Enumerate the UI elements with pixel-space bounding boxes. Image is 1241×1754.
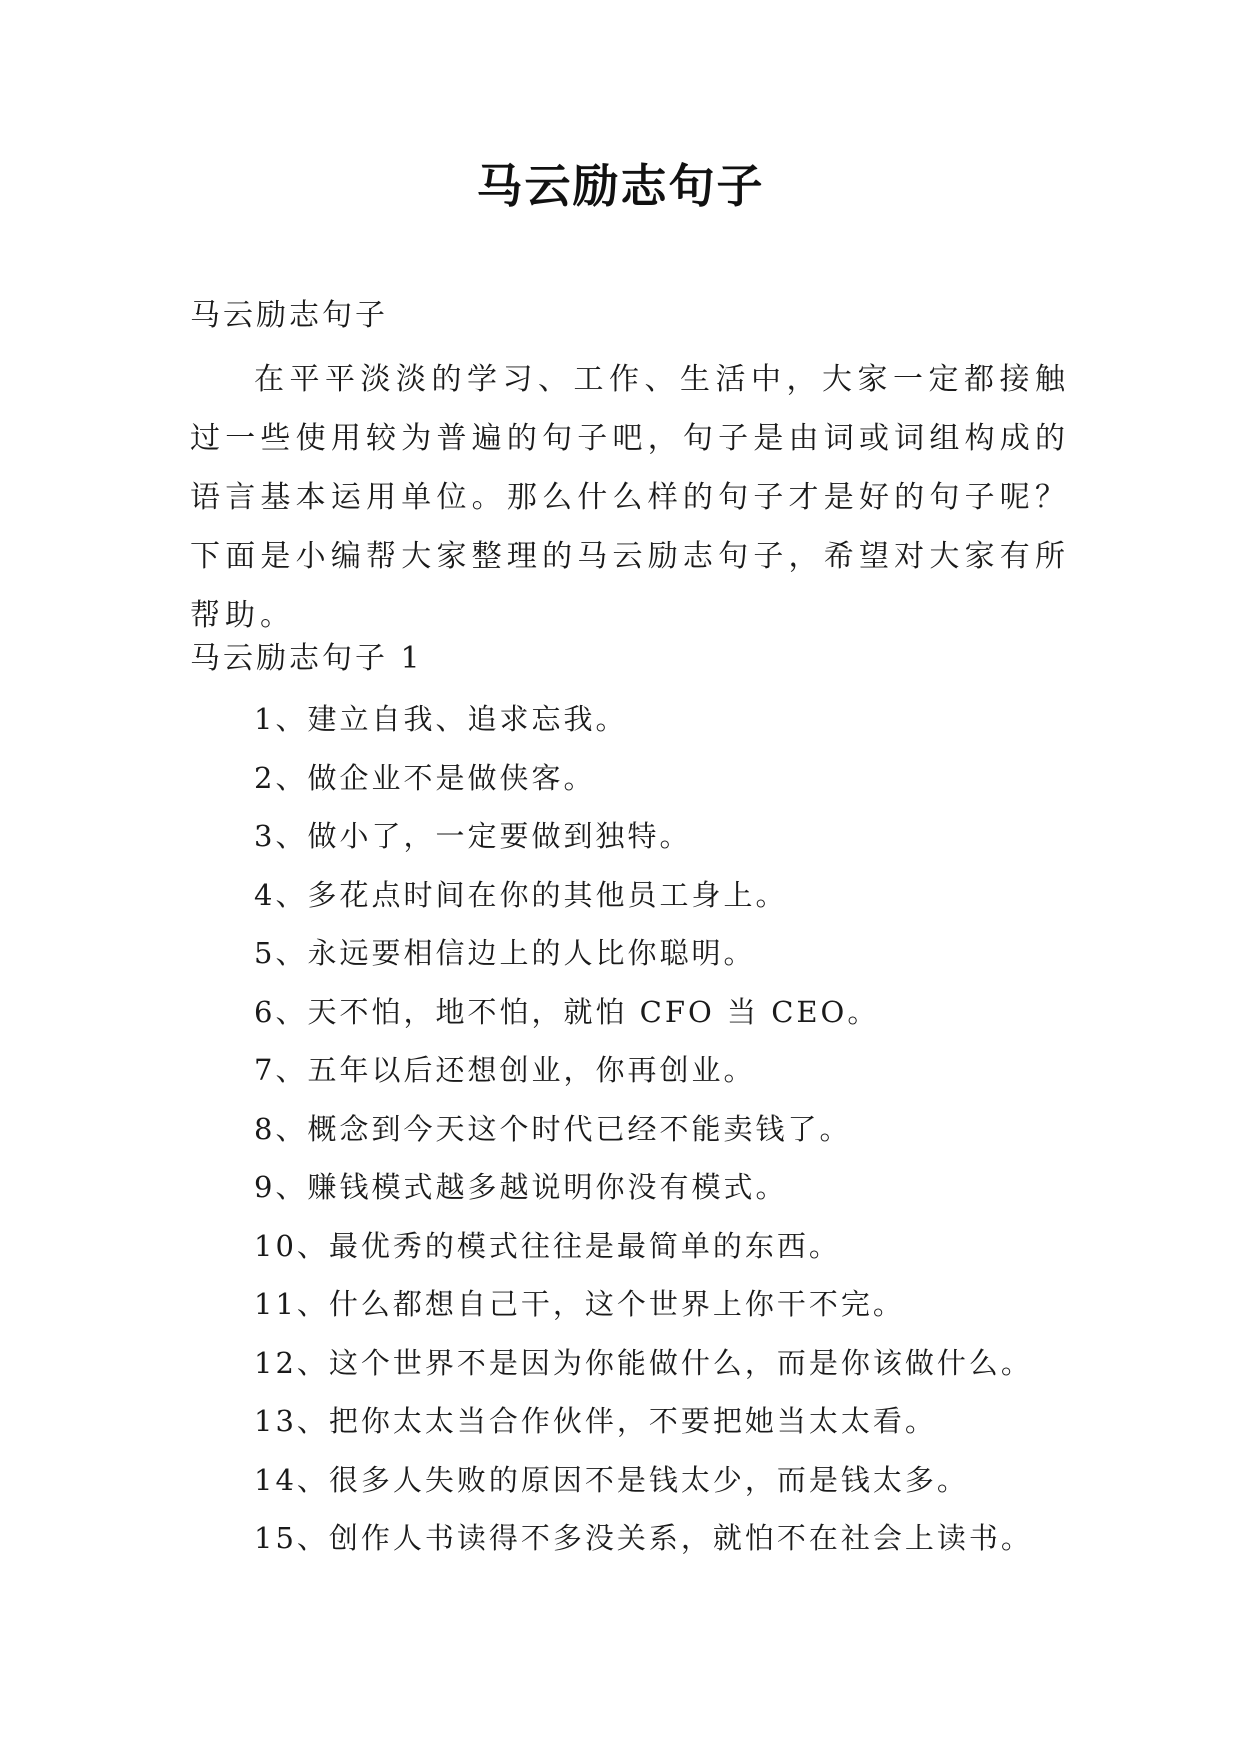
- quote-item: 14、很多人失败的原因不是钱太少，而是钱太多。: [254, 1462, 969, 1497]
- quote-item: 1、建立自我、追求忘我。: [254, 702, 628, 736]
- quote-item: 13、把你太太当合作伙伴，不要把她当太太看。: [254, 1404, 937, 1438]
- quote-item: 7、五年以后还想创业，你再创业。: [254, 1053, 756, 1087]
- quote-list: [254, 690, 1033, 1568]
- document-title: 马云励志句子: [476, 159, 765, 213]
- quote-item: 8、概念到今天这个时代已经不能卖钱了。: [254, 1111, 852, 1146]
- intro-paragraph: 在平平淡淡的学习、工作、生活中，大家一定都接触过一些使用较为普遍的句子吧，句子是由词或词组构成的语言基本运用单位。那么什么样的句子才是好的句子呢？下面是小编帮大家整理的马云励志句子，希望对大家有所帮助。: [190, 362, 1070, 633]
- quote-item: 12、这个世界不是因为你能做什么，而是你该做什么。: [254, 1345, 1033, 1380]
- quote-item: 4、多花点时间在你的其他员工身上。: [254, 877, 788, 912]
- section-title: 马云励志句子 1: [190, 641, 423, 676]
- intro-heading: 马云励志句子: [190, 298, 388, 333]
- quote-item: 5、永远要相信边上的人比你聪明。: [254, 936, 756, 970]
- quote-item: 10、最优秀的模式往往是最简单的东西。: [254, 1228, 841, 1263]
- quote-item: 11、什么都想自己干，这个世界上你干不完。: [254, 1287, 905, 1321]
- quote-item: 2、做企业不是做侠客。: [254, 760, 596, 795]
- quote-item: 6、天不怕，地不怕，就怕 CFO 当 CEO。: [254, 994, 880, 1029]
- quote-item: 3、做小了，一定要做到独特。: [254, 819, 692, 853]
- quote-item: 15、创作人书读得不多没关系，就怕不在社会上读书。: [254, 1521, 1033, 1555]
- quote-item: 9、赚钱模式越多越说明你没有模式。: [254, 1170, 788, 1204]
